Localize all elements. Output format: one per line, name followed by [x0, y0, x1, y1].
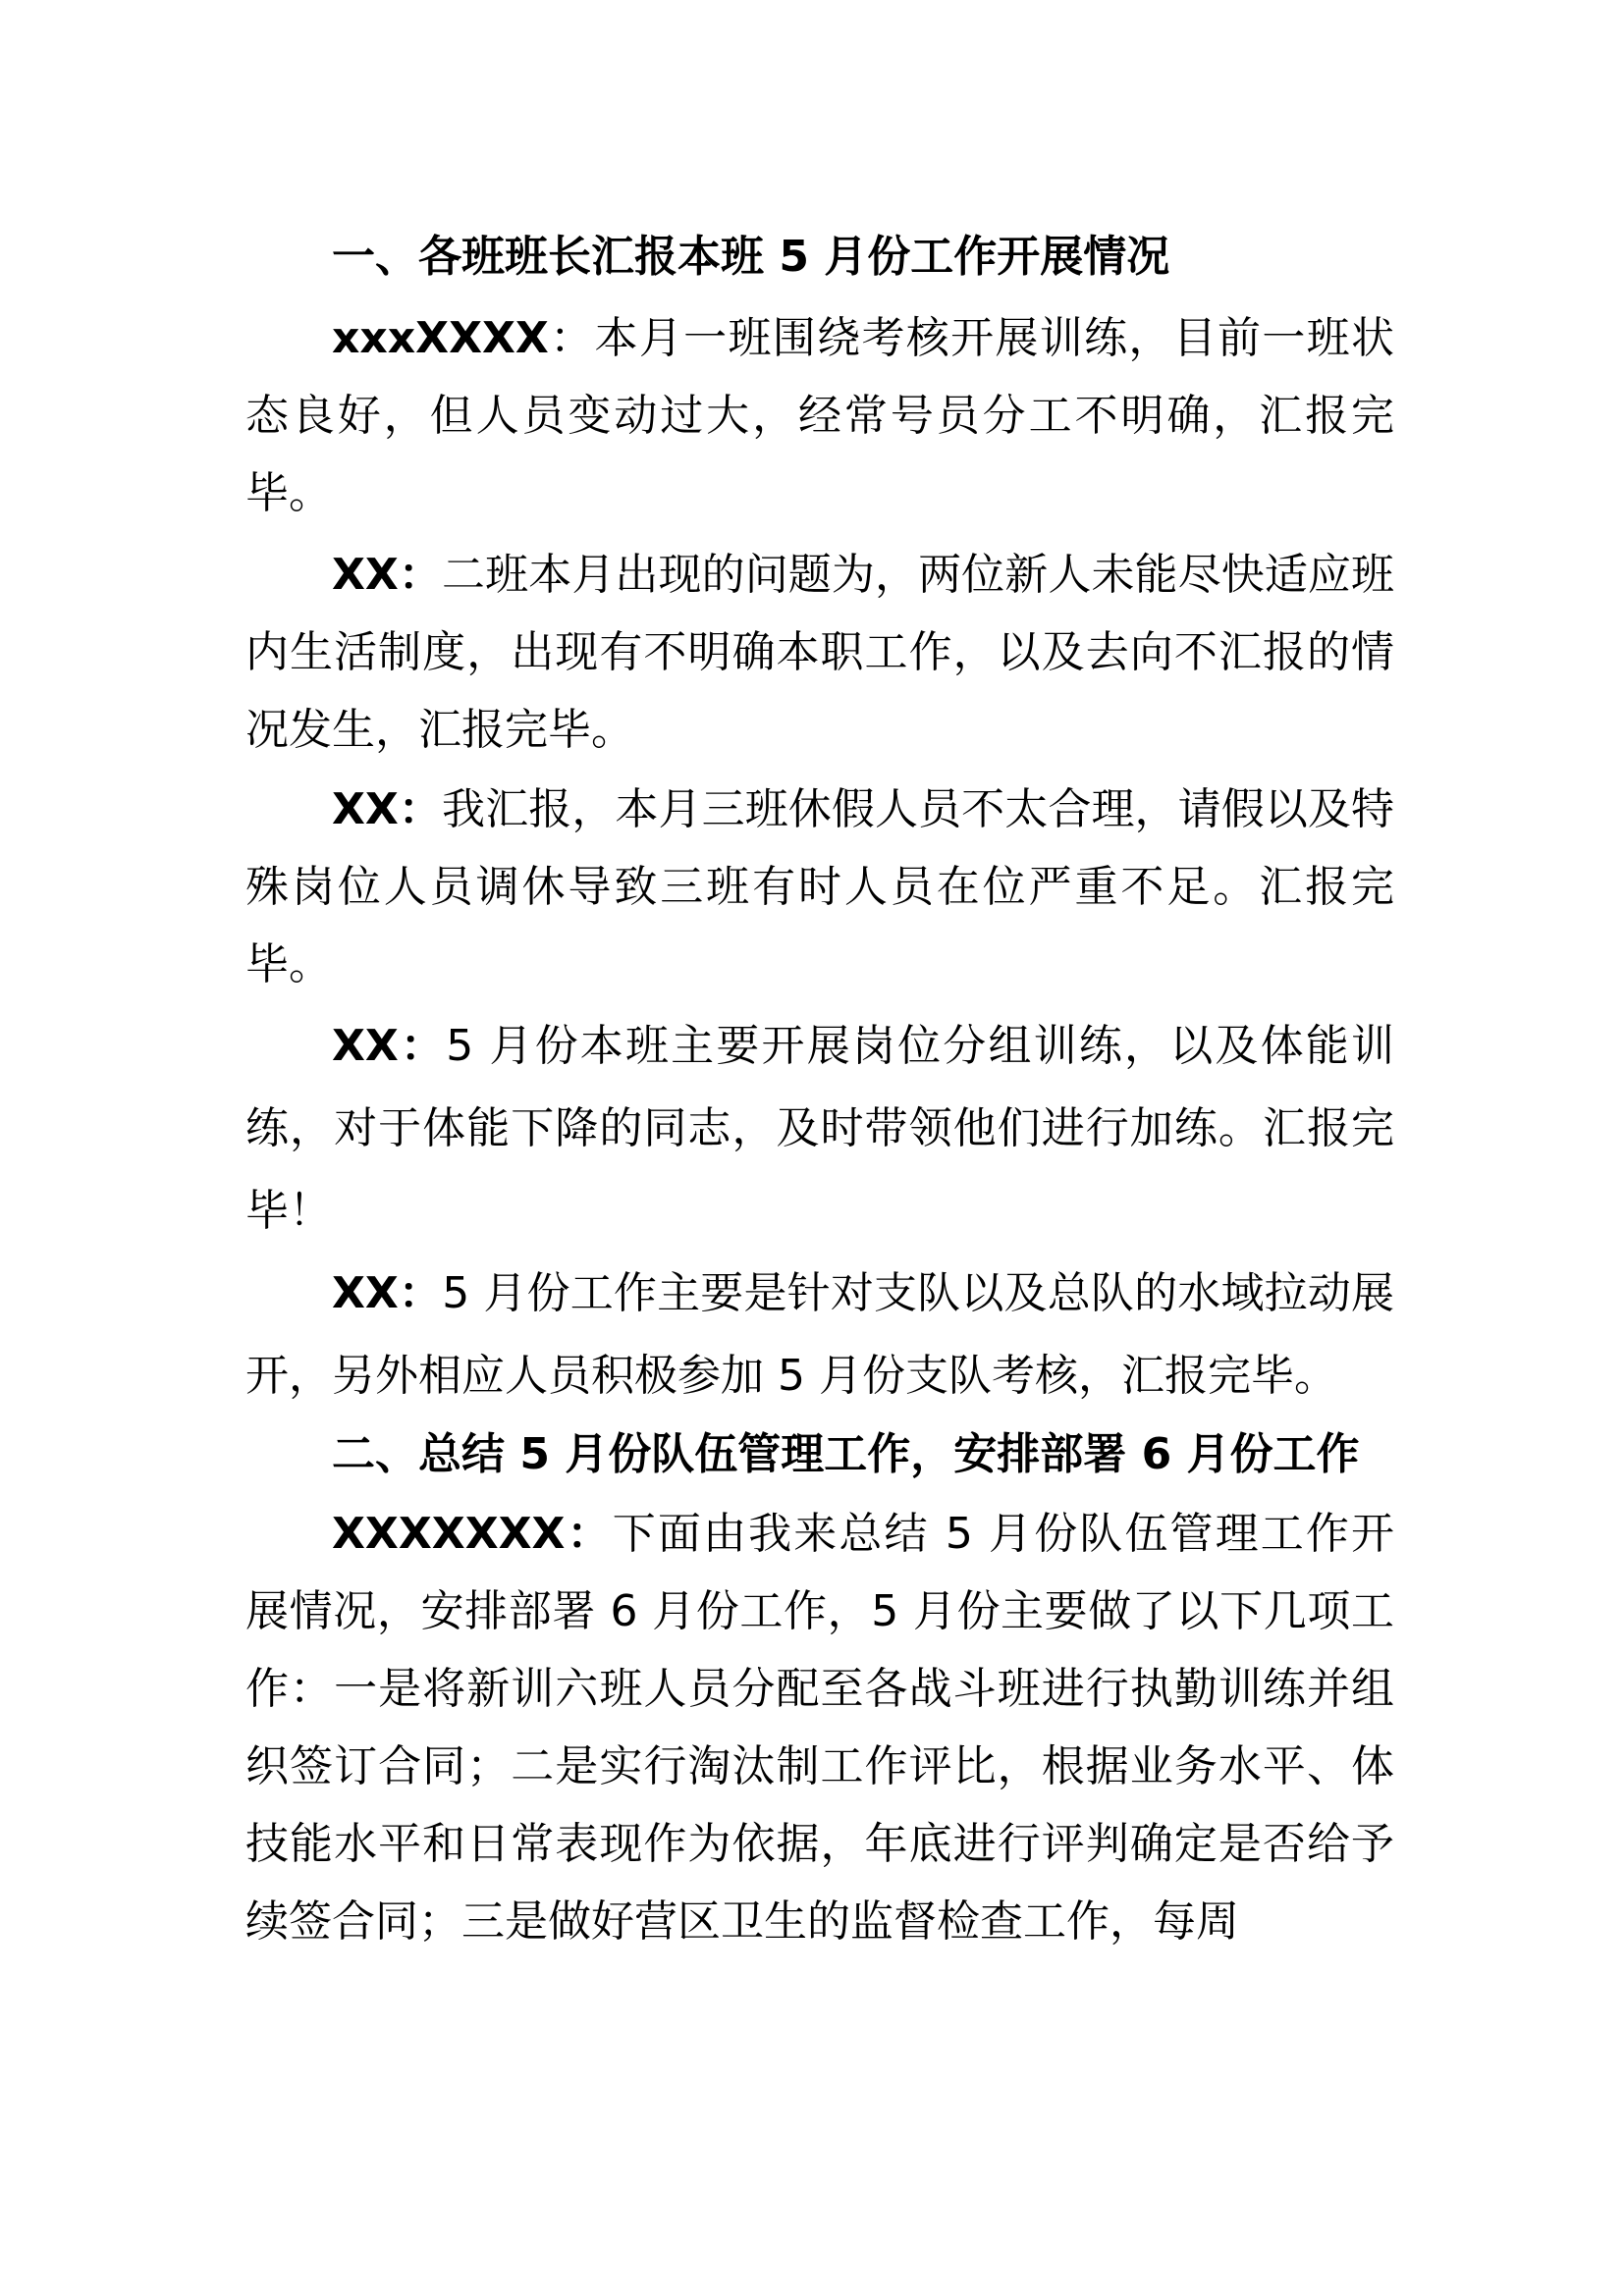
speaker-separator: ：: [548, 313, 595, 363]
summary-text: 下面由我来总结 5 月份队伍管理工作开展情况，安排部署 6 月份工作，5 月份主要做了以下几项工作：一是将新训六班人员分配至各战斗班进行执勤训练并组织签订合同；二是实行淘汰制工作评比，根据业务水平、体技能水平和日常表现作为依据，年底进行评判确定是否给予续签合同；三是做好营区卫生的监督检查工作，每周: [245, 1509, 1395, 1947]
summary-paragraph: [245, 1495, 1394, 1960]
report-paragraph-3: [245, 771, 1394, 1003]
document-body: [245, 218, 1394, 1960]
section-heading-1: 一、各班班长汇报本班 5 月份工作开展情况: [332, 232, 1170, 282]
report-paragraph-1: [245, 299, 1394, 532]
report-text: 我汇报，本月三班休假人员不太合理，请假以及特殊岗位人员调休导致三班有时人员在位严重不足。汇报完毕。: [245, 784, 1394, 989]
speaker-name: XX：: [332, 1021, 447, 1071]
speaker-name: XX：: [332, 784, 443, 834]
speaker-name: XX：: [332, 550, 443, 600]
report-paragraph-5: [245, 1253, 1394, 1417]
speaker-name: XX：: [332, 1268, 443, 1318]
report-text: 5 月份工作主要是针对支队以及总队的水域拉动展开，另外相应人员积极参加 5 月份支队考核，汇报完毕。: [245, 1268, 1394, 1401]
report-text: 5 月份本班主要开展岗位分组训练，以及体能训练，对于体能下降的同志，及时带领他们进行加练。汇报完毕！: [245, 1021, 1394, 1236]
speaker-name: XXXXXXX：: [332, 1509, 613, 1559]
report-paragraph-4: [245, 1005, 1394, 1253]
section-heading-2: 二、总结 5 月份队伍管理工作，安排部署 6 月份工作: [332, 1429, 1360, 1479]
report-paragraph-2: [245, 536, 1394, 769]
report-text: 二班本月出现的问题为，两位新人未能尽快适应班内生活制度，出现有不明确本职工作，以及去向不汇报的情况发生，汇报完毕。: [245, 550, 1394, 755]
speaker-name: xxxXXXX: [332, 313, 549, 363]
report-text: 本月一班围绕考核开展训练，目前一班状态良好，但人员变动过大，经常号员分工不明确，汇报完毕。: [245, 313, 1395, 518]
